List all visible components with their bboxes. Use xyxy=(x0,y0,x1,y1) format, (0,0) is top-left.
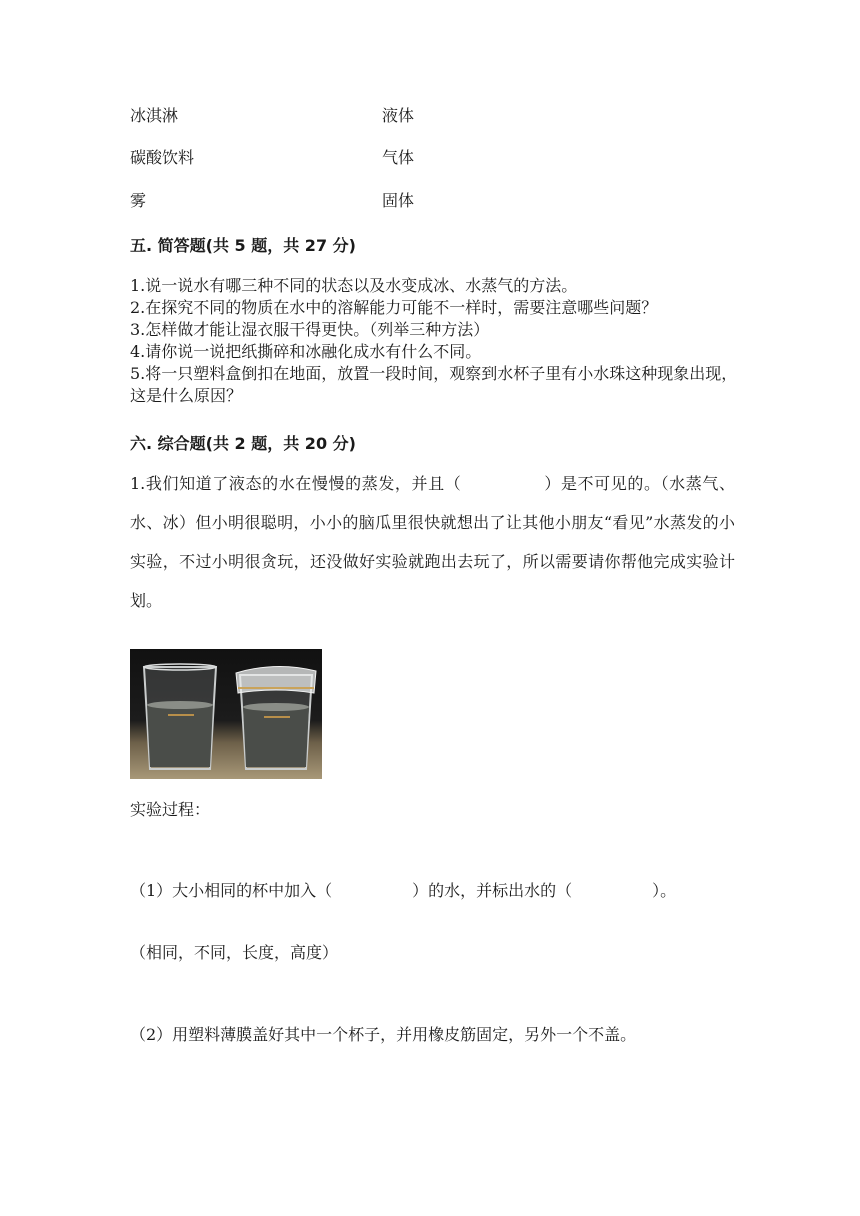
matching-row xyxy=(130,106,415,126)
matching-right-item: 气体 xyxy=(382,148,415,167)
experiment-step-1-options: （相同，不同，长度，高度） xyxy=(130,943,339,962)
experiment-step-2: （2）用塑料薄膜盖好其中一个杯子，并用橡皮筋固定，另外一个不盖。 xyxy=(130,1025,637,1044)
matching-left-item: 雾 xyxy=(130,191,147,210)
question-item: 3.怎样做才能让湿衣服干得更快。（列举三种方法） xyxy=(130,320,490,339)
question-item: 2.在探究不同的物质在水中的溶解能力可能不一样时，需要注意哪些问题？ xyxy=(130,298,658,317)
question-item: 5.将一只塑料盒倒扣在地面，放置一段时间，观察到水杯子里有小水珠这种现象出现，这是什么原因？ xyxy=(130,364,738,405)
matching-left-item: 碳酸饮料 xyxy=(130,148,195,167)
two-glasses-photo xyxy=(130,649,322,779)
matching-right-item: 固体 xyxy=(382,191,415,210)
section-5-heading: 五. 简答题(共 5 题，共 27 分) xyxy=(130,236,356,255)
section-6-heading: 六. 综合题(共 2 题，共 20 分) xyxy=(130,434,356,453)
question-item: 4.请你说一说把纸撕碎和冰融化成水有什么不同。 xyxy=(130,342,482,361)
matching-row xyxy=(130,191,415,211)
section-5-question-list xyxy=(130,275,740,407)
experiment-process-label: 实验过程： xyxy=(130,800,211,819)
section-6-question-paragraph: 1.我们知道了液态的水在慢慢的蒸发，并且（ ）是不可见的。（水蒸气、水、冰）但小明很聪明，小小的脑瓜里很快就想出了让其他小朋友“看见”水蒸发的小实验，不过小明很贪玩，还没做好实验就跑出去玩了，所以需要请你帮他完成实验计划。 xyxy=(130,474,735,610)
question-item: 1.说一说水有哪三种不同的状态以及水变成冰、水蒸气的方法。 xyxy=(130,276,578,295)
matching-left-item: 冰淇淋 xyxy=(130,106,179,125)
experiment-step-1: （1）大小相同的杯中加入（ ）的水，并标出水的（ ）。 xyxy=(130,881,677,900)
matching-row xyxy=(130,148,415,168)
matching-right-item: 液体 xyxy=(382,106,415,125)
